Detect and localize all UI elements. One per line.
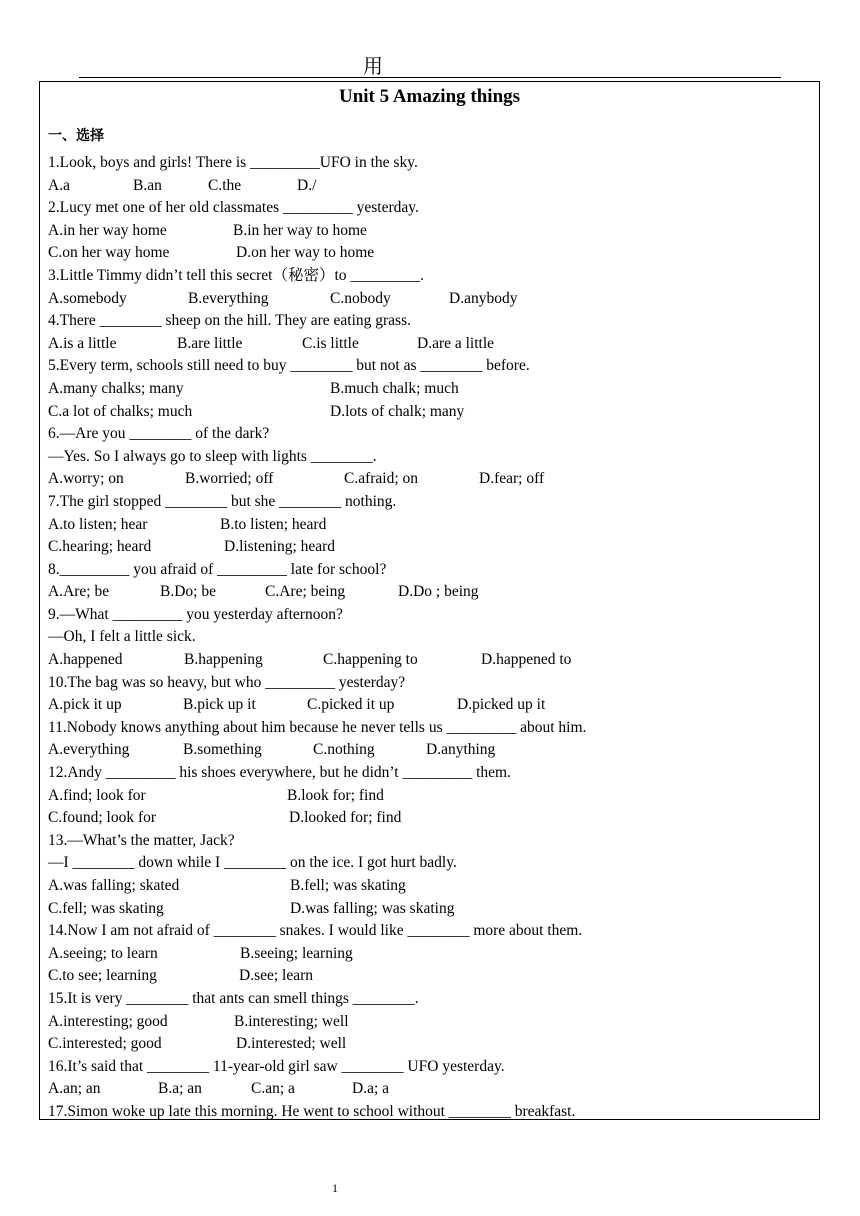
option: D.anything [426,741,496,759]
option: C.an; a [251,1080,295,1098]
question-stem: 5.Every term, schools still need to buy ________ but not as ________ before. [48,357,530,375]
option: D.Do ; being [398,583,479,601]
section-heading: 一、选择 [48,128,104,144]
option: A.everything [48,741,130,759]
question-stem-response: —Yes. So I always go to sleep with lights ________. [48,447,377,465]
question-stem-response: —Oh, I felt a little sick. [48,628,196,646]
option: D.picked up it [457,696,546,714]
option: C.fell; was skating [48,899,164,917]
question-stem: 3.Little Timmy didn’t tell this secret（秘密）to _________. [48,266,425,284]
question-stem: 13.—What’s the matter, Jack? [48,831,235,849]
options-row [40,333,819,356]
option: C.the [208,176,242,194]
option: A.happened [48,651,123,669]
option: B.much chalk; much [330,379,459,397]
option: D.anybody [449,289,518,307]
option: C.Are; being [265,583,346,601]
option: A.find; look for [48,786,146,804]
option: C.is little [302,334,359,352]
options-row [40,965,819,988]
option: D.a; a [352,1080,390,1098]
question-stem: 11.Nobody knows anything about him because he never tells us _________ about him. [48,718,587,736]
question-stem: 12.Andy _________ his shoes everywhere, but he didn’t _________ them. [48,764,511,782]
options-row [40,220,819,243]
option: C.a lot of chalks; much [48,402,193,420]
options-row [40,242,819,265]
question-stem: 14.Now I am not afraid of ________ snakes. I would like ________ more about them. [48,922,583,940]
option: D.are a little [417,334,495,352]
option: D.lots of chalk; many [330,402,465,420]
question-stem: 9.—What _________ you yesterday afternoon? [48,605,343,623]
question-stem: 17.Simon woke up late this morning. He went to school without ________ breakfast. [48,1102,576,1120]
question-stem: 8._________ you afraid of _________ late for school? [48,560,387,578]
option: D./ [297,176,317,194]
option: D.fear; off [479,470,545,488]
option: C.interested; good [48,1035,162,1053]
option: A.a [48,176,70,194]
option: C.nobody [330,289,391,307]
option: B.happening [184,651,263,669]
option: B.fell; was skating [290,877,406,894]
option: B.in her way to home [233,221,367,239]
options-row [40,898,819,921]
option: A.pick it up [48,696,122,714]
question-stem: 6.—Are you ________ of the dark? [48,425,270,443]
options-row [40,943,819,966]
option: B.seeing; learning [240,944,353,962]
option: B.everything [188,289,269,307]
option: B.Do; be [160,583,216,601]
options-row [40,378,819,401]
option: D.interested; well [236,1035,347,1053]
option: A.an; an [48,1080,101,1098]
option: D.see; learn [239,967,314,985]
options-row [40,1078,819,1101]
question-stem: 10.The bag was so heavy, but who _________ yesterday? [48,673,406,691]
option: A.many chalks; many [48,379,184,397]
options-row [40,401,819,424]
option: C.found; look for [48,809,157,827]
option: D.listening; heard [224,538,336,556]
option: B.look for; find [287,786,384,804]
page-title: Unit 5 Amazing things [338,86,521,107]
option: C.picked it up [307,696,395,714]
options-row [40,807,819,830]
option: D.on her way to home [236,244,375,262]
option: C.afraid; on [344,470,419,488]
options-row [40,514,819,537]
question-stem: 2.Lucy met one of her old classmates _________ yesterday. [48,199,419,217]
option: B.a; an [158,1080,202,1098]
option: C.hearing; heard [48,538,152,556]
header-character: 用 [363,54,383,78]
option: A.somebody [48,289,127,307]
options-row [40,649,819,672]
option: A.in her way home [48,221,167,239]
option: A.is a little [48,334,117,352]
option: B.something [183,741,262,759]
options-row [40,694,819,717]
question-stem: 15.It is very ________ that ants can smell things ________. [48,989,419,1007]
options-row [40,1033,819,1056]
option: A.was falling; skated [48,877,180,894]
option: A.to listen; hear [48,515,148,533]
options-row [40,785,819,808]
option: A.seeing; to learn [48,944,158,962]
option: C.on her way home [48,244,170,262]
option: B.worried; off [185,470,274,488]
option: A.interesting; good [48,1012,168,1030]
option: C.nothing [313,741,375,759]
option: D.happened to [481,651,572,669]
option: B.are little [177,334,243,352]
option: C.happening to [323,651,418,669]
option: B.an [133,176,162,194]
options-row [40,1011,819,1034]
question-stem: 16.It’s said that ________ 11-year-old girl saw ________ UFO yesterday. [48,1057,505,1075]
options-row [40,875,819,898]
question-stem: 4.There ________ sheep on the hill. They are eating grass. [48,312,412,330]
options-row [40,581,819,604]
page-number: 1 [332,1181,338,1195]
option: C.to see; learning [48,967,157,985]
question-list [40,152,819,1124]
option: A.Are; be [48,583,110,601]
option: D.was falling; was skating [290,899,455,917]
option: B.pick up it [183,696,256,714]
question-stem: 1.Look, boys and girls! There is _________UFO in the sky. [48,154,418,171]
header-rule [79,77,781,78]
option: A.worry; on [48,470,124,488]
question-stem: 7.The girl stopped ________ but she ________ nothing. [48,492,397,510]
options-row [40,536,819,559]
question-stem-response: —I ________ down while I ________ on the ice. I got hurt badly. [48,854,457,872]
options-row [40,175,819,198]
option: D.looked for; find [289,809,402,827]
options-row [40,739,819,762]
options-row [40,288,819,311]
worksheet-frame [39,81,820,1120]
option: B.to listen; heard [220,515,327,533]
option: B.interesting; well [234,1012,349,1030]
options-row [40,468,819,491]
